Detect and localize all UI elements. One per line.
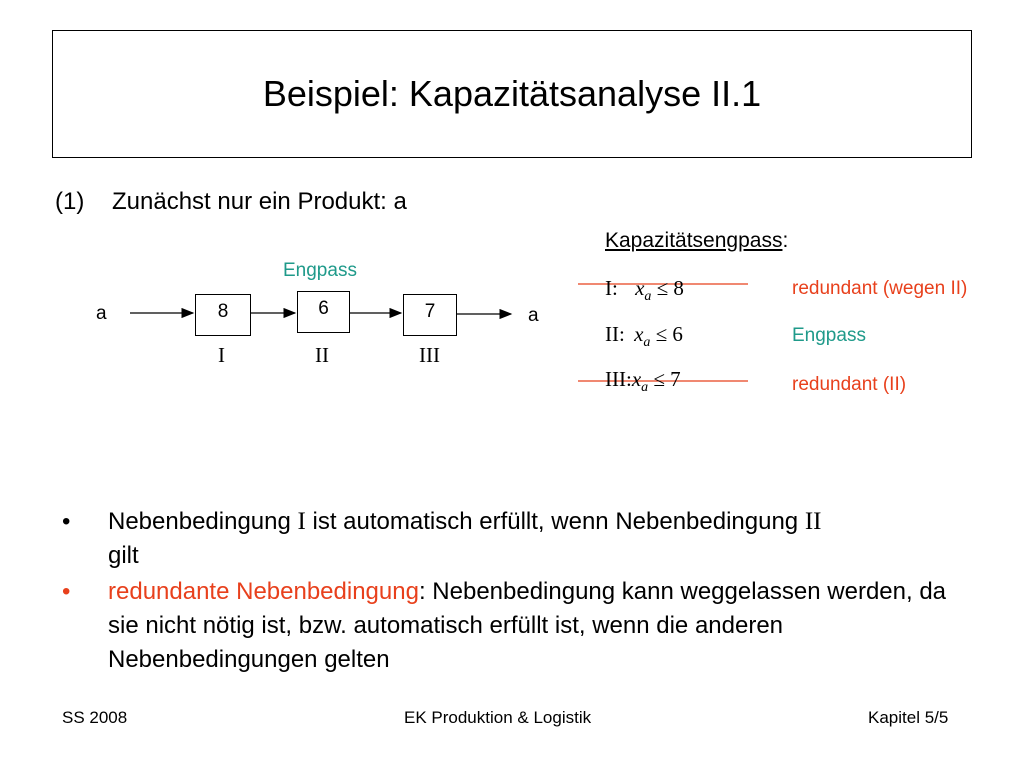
constraint-rel-2: ≤ 6 (655, 322, 683, 346)
bullet-dot-2: • (62, 578, 71, 605)
note-redundant-ii: redundant (II) (792, 374, 907, 395)
note-redundant-wegen-ii: redundant (wegen II) (792, 278, 968, 299)
constraint-row-1 (605, 276, 684, 305)
bullet-1-roman-i: I (297, 508, 306, 535)
constraint-row-2 (605, 322, 683, 351)
output-label: a (528, 305, 539, 326)
constraint-label-1: I: (605, 276, 618, 300)
heading-text: Zunächst nur ein Produkt: a (112, 188, 407, 215)
bullet-list (62, 505, 962, 679)
footer-right: Kapitel 5/5 (868, 708, 949, 727)
constraint-sub-2: a (643, 335, 651, 351)
constraint-sub-3: a (641, 380, 649, 396)
constraint-label-2: II: (605, 322, 625, 346)
station-value-3: 7 (424, 301, 436, 322)
note-engpass: Engpass (792, 325, 866, 346)
constraint-rel-3: ≤ 7 (653, 367, 681, 391)
slide-title: Beispiel: Kapazitätsanalyse II.1 (262, 73, 762, 114)
capacity-heading-colon: : (782, 229, 789, 252)
bullet-dot-1: • (62, 508, 71, 535)
station-roman-2: II (315, 343, 329, 367)
engpass-label: Engpass (283, 260, 357, 281)
station-box-2 (297, 291, 350, 333)
heading-number: (1) (55, 188, 85, 215)
bullet-item-2 (62, 575, 962, 677)
constraint-label-3: III: (605, 367, 632, 391)
constraint-var-3: x (631, 367, 642, 391)
bullet-1-text-b: ist automatisch erfüllt, wenn Nebenbedingung (305, 508, 805, 535)
bullet-1-text-a: Nebenbedingung (108, 508, 298, 535)
footer-center: EK Produktion & Logistik (404, 708, 592, 727)
station-roman-1: I (218, 343, 225, 367)
constraint-rel-1: ≤ 8 (656, 276, 684, 300)
constraint-row-3 (605, 367, 681, 396)
constraint-var-2: x (634, 322, 644, 346)
bullet-1-text-c: gilt (108, 542, 139, 569)
footer-left: SS 2008 (62, 708, 128, 727)
bullet-2-highlight: redundante Nebenbedingung (108, 578, 419, 605)
station-value-2: 6 (318, 298, 329, 319)
bullet-2-text: : Nebenbedingung kann weggelassen werden, da sie nicht nötig ist, bzw. automatisch erfüllt ist, wenn die anderen Nebenbedingungen gelten (108, 578, 947, 673)
capacity-heading-text: Kapazitätsengpass (605, 229, 783, 252)
bullet-item-1 (62, 505, 962, 573)
station-box-3 (403, 294, 457, 336)
input-label: a (96, 303, 107, 324)
station-value-1: 8 (217, 301, 229, 322)
bullet-1-roman-ii: II (804, 508, 822, 535)
capacity-heading (605, 229, 788, 253)
constraint-sub-1: a (644, 289, 652, 305)
station-roman-3: III (419, 343, 440, 367)
station-box-1 (195, 294, 251, 336)
constraint-var-1: x (635, 276, 645, 300)
